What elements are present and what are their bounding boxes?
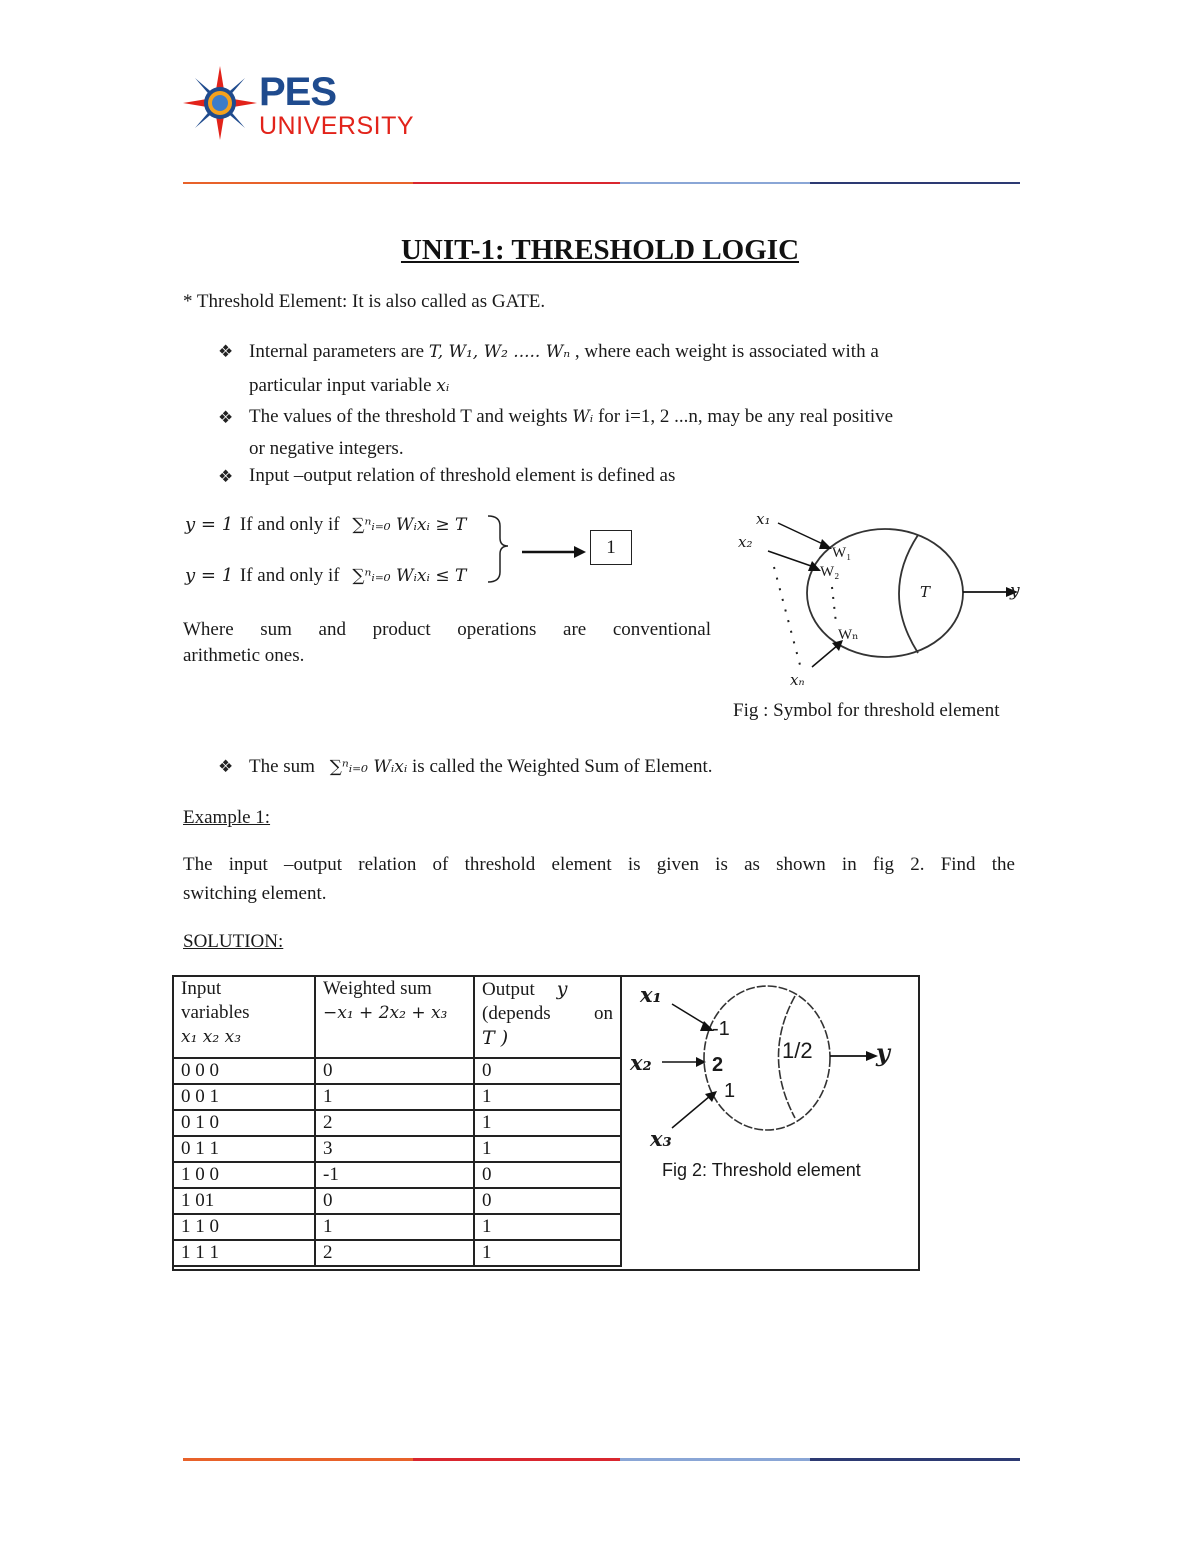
- fig1-label-wn: Wₙ: [838, 627, 859, 643]
- bullet-1-suffix: , where each weight is associated with a: [574, 341, 879, 362]
- header-sum-line-1: Weighted sum: [323, 978, 432, 999]
- bullet-2-line-1: [249, 404, 893, 430]
- relation-row-2-text: If and only if: [239, 565, 340, 586]
- fig1-label-x1: x₁: [756, 510, 771, 528]
- relation-row-2-math: ∑ⁿᵢ₌₀ Wᵢxᵢ ≤ T: [352, 566, 467, 586]
- page-title: UNIT-1: THRESHOLD LOGIC: [400, 234, 800, 266]
- cell-output: 0: [474, 1058, 621, 1084]
- bullet-4-text-b: is called the Weighted Sum of Element.: [412, 756, 713, 777]
- header-output: [474, 976, 621, 1058]
- cell-sum: -1: [315, 1162, 474, 1188]
- figure-threshold-element-2: [622, 978, 918, 1268]
- figure-threshold-symbol: [730, 505, 1050, 695]
- bullet-1-line-1: [249, 339, 1015, 365]
- cell-input: 1 0 0: [173, 1162, 315, 1188]
- cell-sum: 0: [315, 1188, 474, 1214]
- table-row: [173, 1058, 621, 1084]
- table-row: [173, 1110, 621, 1136]
- cell-output: 1: [474, 1214, 621, 1240]
- cell-input: 0 1 1: [173, 1136, 315, 1162]
- header-input-line-2: variables: [181, 1002, 250, 1023]
- header-output-line-1: [482, 977, 613, 1002]
- table-row: [173, 1084, 621, 1110]
- logo-text-pes: PES: [259, 70, 337, 114]
- intro-text: * Threshold Element: It is also called as GATE.: [183, 291, 546, 312]
- diamond-bullet-icon: ❖: [218, 757, 234, 776]
- cell-output: 1: [474, 1110, 621, 1136]
- cell-output: 0: [474, 1188, 621, 1214]
- cell-input: 0 1 0: [173, 1110, 315, 1136]
- example-heading: Example 1:: [183, 807, 271, 828]
- cell-output: 1: [474, 1084, 621, 1110]
- fig2-label-w3: 1: [724, 1080, 736, 1102]
- table-row: [173, 1240, 621, 1266]
- table-row: [173, 1162, 621, 1188]
- result-box: 1: [590, 530, 632, 565]
- cell-output: 1: [474, 1240, 621, 1266]
- header-output-label: Output: [482, 979, 535, 1000]
- header-output-y: y: [556, 978, 568, 1000]
- table-header-row: [173, 976, 621, 1058]
- threshold-element-diagram: [730, 505, 1050, 695]
- fig2-label-x1: x₁: [640, 982, 662, 1007]
- header-output-line-3: T ): [482, 1027, 509, 1049]
- cell-input: 1 1 1: [173, 1240, 315, 1266]
- cell-input: 1 1 0: [173, 1214, 315, 1240]
- relation-row-2-y: y = 1: [185, 565, 234, 586]
- compass-emblem-icon: [183, 66, 257, 140]
- relation-row-1-math: ∑ⁿᵢ₌₀ Wᵢxᵢ ≥ T: [352, 515, 467, 535]
- header-input-line-1: Input: [181, 978, 222, 999]
- bullet-4-sum: ∑ⁿᵢ₌₀ Wᵢxᵢ: [329, 757, 408, 777]
- university-logo: [183, 64, 423, 144]
- table-row: [173, 1214, 621, 1240]
- cell-sum: 2: [315, 1240, 474, 1266]
- bullet-2-line-2: or negative integers.: [249, 438, 404, 459]
- bullet-2-wi: Wᵢ: [572, 407, 594, 427]
- solution-heading: SOLUTION:: [183, 931, 284, 952]
- header-weighted-sum: [315, 976, 474, 1058]
- bullet-1-var: xᵢ: [436, 376, 450, 396]
- header-input-variables: [173, 976, 315, 1058]
- cell-input: 1 01: [173, 1188, 315, 1214]
- bullet-1-params: T, W₁, W₂ ..... Wₙ: [428, 342, 571, 362]
- fig1-label-w2: W₂: [820, 564, 840, 580]
- where-text-line-2: arithmetic ones.: [183, 645, 305, 666]
- header-input-line-3: x₁ x₂ x₃: [181, 1027, 242, 1047]
- header-sum-line-2: −x₁ + 2x₂ + x₃: [323, 1003, 448, 1023]
- cell-input: 0 0 0: [173, 1058, 315, 1084]
- fig1-label-w1: W₁: [832, 545, 852, 561]
- bullet-1-prefix: Internal parameters are: [249, 341, 425, 362]
- cell-sum: 0: [315, 1058, 474, 1084]
- bullet-2-text-a: The values of the threshold T and weights: [249, 406, 568, 427]
- bullet-1-line2-text: particular input variable: [249, 375, 432, 396]
- cell-sum: 3: [315, 1136, 474, 1162]
- header-divider: [183, 182, 1020, 184]
- cell-sum: 1: [315, 1214, 474, 1240]
- table-row: [173, 1136, 621, 1162]
- relation-row-1-y: y = 1: [185, 514, 234, 535]
- cell-input: 0 0 1: [173, 1084, 315, 1110]
- brace-arrow-icon: [486, 512, 596, 592]
- cell-sum: 2: [315, 1110, 474, 1136]
- logo-text-university: UNIVERSITY: [259, 112, 415, 140]
- cell-output: 0: [474, 1162, 621, 1188]
- fig2-label-y: y: [876, 1038, 890, 1067]
- fig1-label-t: T: [920, 583, 931, 601]
- bullet-1-line-2: [249, 373, 449, 399]
- relation-row-1-text: If and only if: [239, 514, 340, 535]
- fig1-label-x2: x₂: [738, 533, 753, 551]
- fig1-caption: Fig : Symbol for threshold element: [733, 700, 1000, 721]
- fig2-label-x3: x₃: [650, 1126, 672, 1151]
- table-row: [173, 1188, 621, 1214]
- example-text-line-2: switching element.: [183, 883, 327, 904]
- truth-table: [172, 975, 622, 1267]
- diamond-bullet-icon: ❖: [218, 467, 234, 486]
- where-text-line-1: Where sum and product operations are conventional: [183, 619, 711, 640]
- cell-sum: 1: [315, 1084, 474, 1110]
- fig2-label-w2: 2: [712, 1054, 724, 1076]
- diamond-bullet-icon: ❖: [218, 408, 234, 427]
- fig1-label-xn: xₙ: [790, 671, 805, 689]
- fig2-label-w1: -1: [712, 1018, 730, 1040]
- bullet-4-text-a: The sum: [249, 756, 315, 777]
- header-output-line-2: (depends on: [482, 1003, 613, 1024]
- fig2-label-threshold: 1/2: [782, 1038, 813, 1063]
- bullet-2-text-b: for i=1, 2 ...n, may be any real positive: [597, 406, 894, 427]
- fig1-label-y: y: [1010, 581, 1020, 601]
- fig2-caption: Fig 2: Threshold element: [662, 1160, 861, 1180]
- diamond-bullet-icon: ❖: [218, 342, 234, 361]
- bullet-3-text: Input –output relation of threshold element is defined as: [249, 465, 676, 486]
- footer-divider: [183, 1458, 1020, 1461]
- fig2-label-x2: x₂: [630, 1050, 652, 1075]
- relation-row-1: [185, 512, 466, 538]
- relation-row-2: [185, 563, 466, 589]
- bullet-4-text: [249, 754, 712, 780]
- example-text-line-1: The input –output relation of threshold element is given is as shown in fig 2. Find the: [183, 854, 1015, 875]
- cell-output: 1: [474, 1136, 621, 1162]
